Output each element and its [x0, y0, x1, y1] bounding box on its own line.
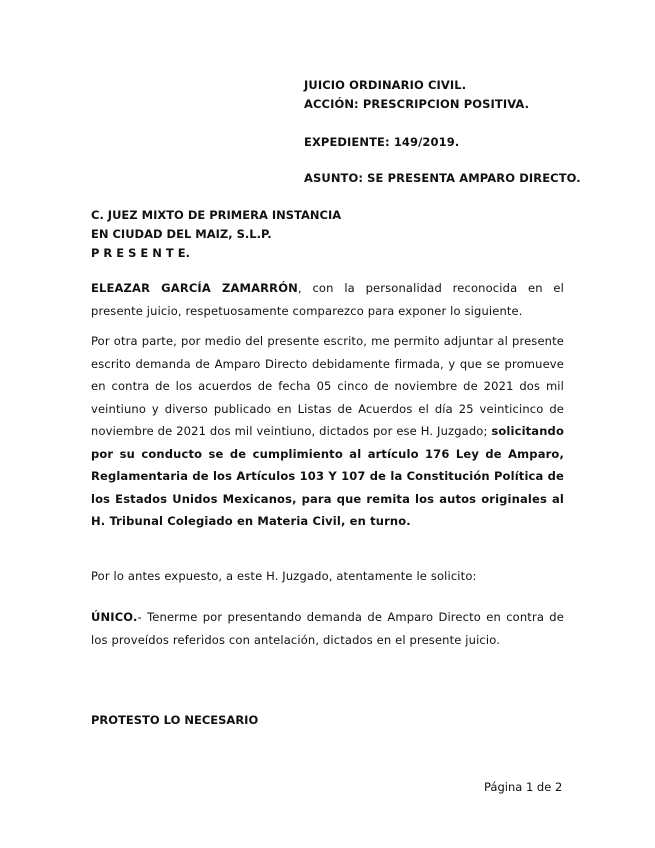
request-text: Por otra parte, por medio del presente escrito, me permito adjuntar al presente escrito demanda de Amparo Directo debidamente firmada, y que se promueve en contra de los acuerdos de fecha 05 cinco de noviembre de 2021 dos mil veintiuno y diverso publicado en Listas de Acuerdos el día 25 veinticinco de noviembre de 2021 dos mil veintiuno, dictados por ese H. Juzgado; [91, 334, 564, 438]
case-action: ACCIÓN: PRESCRIPCION POSITIVA. [304, 97, 530, 111]
petition-paragraph [91, 565, 564, 588]
unique-point-paragraph [91, 606, 564, 651]
addressee-present: P R E S E N T E. [91, 246, 190, 260]
case-subject: ASUNTO: SE PRESENTA AMPARO DIRECTO. [304, 171, 581, 185]
petitioner-name: ELEAZAR GARCÍA ZAMARRÓN [91, 281, 298, 295]
page-number: Página 1 de 2 [484, 780, 563, 794]
addressee-location: EN CIUDAD DEL MAIZ, S.L.P. [91, 227, 272, 241]
case-file-number: EXPEDIENTE: 149/2019. [304, 135, 460, 149]
addressee-judge: C. JUEZ MIXTO DE PRIMERA INSTANCIA [91, 208, 342, 222]
intro-text: , con la personalidad reconocida en el presente juicio, respetuosamente comparezco para exponer lo siguiente. [91, 281, 565, 318]
unique-point-label: ÚNICO. [91, 610, 138, 624]
addressee-block [91, 206, 341, 263]
request-paragraph [91, 330, 564, 533]
request-bold-text: solicitando por su conducto se de cumplimiento al artículo 176 Ley de Amparo, Reglamentaria de los Artículos 103 Y 107 de la Constitución Política de los Estados Unidos Mexicanos, para que remita los autos originales al H. Tribunal Colegiado en Materia Civil, en turno. [91, 424, 564, 528]
petition-text: Por lo antes expuesto, a este H. Juzgado, atentamente le solicito: [91, 569, 477, 583]
unique-point-text: - Tenerme por presentando demanda de Amparo Directo en contra de los proveídos referidos con antelación, dictados en el presente juicio. [91, 610, 564, 647]
intro-paragraph [91, 277, 564, 322]
closing-statement: PROTESTO LO NECESARIO [91, 713, 259, 727]
case-type: JUICIO ORDINARIO CIVIL. [304, 78, 467, 92]
